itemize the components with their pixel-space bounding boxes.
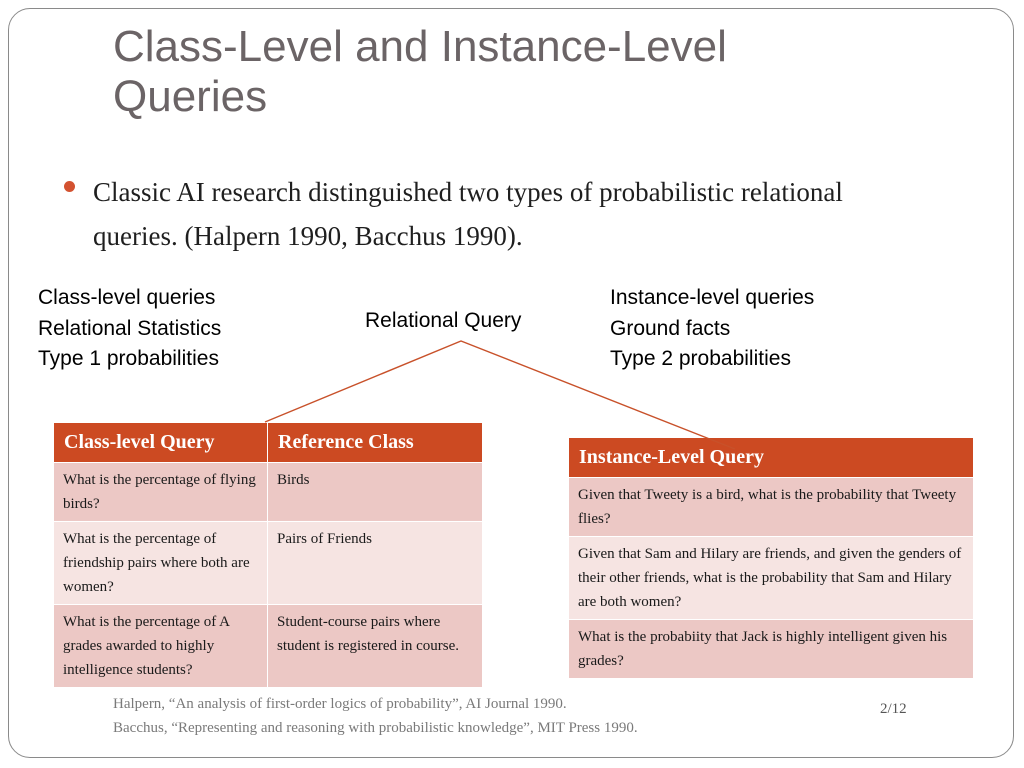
class-level-labels bbox=[38, 283, 221, 375]
title-line: Queries bbox=[113, 72, 268, 121]
bullet-icon bbox=[64, 181, 75, 192]
label-line: Ground facts bbox=[610, 316, 731, 340]
page-number: 2/12 bbox=[880, 701, 907, 717]
references bbox=[113, 692, 638, 740]
table-cell: Given that Sam and Hilary are friends, and given the genders of their other friends, what is the probability that Sam and Hilary are both women? bbox=[569, 537, 974, 620]
bullet-item bbox=[64, 170, 924, 258]
table-cell: What is the percentage of A grades awarded to highly intelligence students? bbox=[54, 605, 268, 688]
instance-level-table bbox=[568, 437, 974, 679]
column-header: Reference Class bbox=[268, 423, 483, 463]
label-line: Relational Statistics bbox=[38, 316, 222, 340]
table-row bbox=[54, 605, 483, 688]
table-row bbox=[569, 620, 974, 679]
column-header: Instance-Level Query bbox=[569, 438, 974, 478]
table-cell: What is the percentage of flying birds? bbox=[54, 463, 268, 522]
table-cell: Pairs of Friends bbox=[268, 522, 483, 605]
label-line: Instance-level queries bbox=[610, 286, 815, 309]
table-row bbox=[569, 478, 974, 537]
class-level-table bbox=[53, 422, 483, 688]
table-cell: What is the percentage of friendship pairs where both are women? bbox=[54, 522, 268, 605]
reference-line: Halpern, “An analysis of first-order logics of probability”, AI Journal 1990. bbox=[113, 696, 567, 712]
label-line: Type 2 probabilities bbox=[610, 347, 791, 370]
title-line: Class-Level and Instance-Level bbox=[113, 22, 727, 71]
relational-query-label: Relational Query bbox=[365, 309, 522, 332]
table-cell: Student-course pairs where student is registered in course. bbox=[268, 605, 483, 688]
table-cell: Given that Tweety is a bird, what is the probability that Tweety flies? bbox=[569, 478, 974, 537]
table-cell: Birds bbox=[268, 463, 483, 522]
table-row bbox=[54, 522, 483, 605]
table-cell: What is the probabiity that Jack is highly intelligent given his grades? bbox=[569, 620, 974, 679]
bullet-text: Classic AI research distinguished two types of probabilistic relational queries. (Halpern 1990, Bacchus 1990). bbox=[93, 177, 843, 251]
table-row bbox=[569, 537, 974, 620]
slide-title bbox=[113, 22, 933, 122]
table-header-row bbox=[569, 438, 974, 478]
table-row bbox=[54, 463, 483, 522]
column-header: Class-level Query bbox=[54, 423, 268, 463]
label-line: Type 1 probabilities bbox=[38, 347, 219, 370]
instance-level-labels bbox=[610, 283, 814, 375]
label-line: Class-level queries bbox=[38, 286, 216, 309]
table-header-row bbox=[54, 423, 483, 463]
reference-line: Bacchus, “Representing and reasoning with probabilistic knowledge”, MIT Press 1990. bbox=[113, 720, 638, 736]
